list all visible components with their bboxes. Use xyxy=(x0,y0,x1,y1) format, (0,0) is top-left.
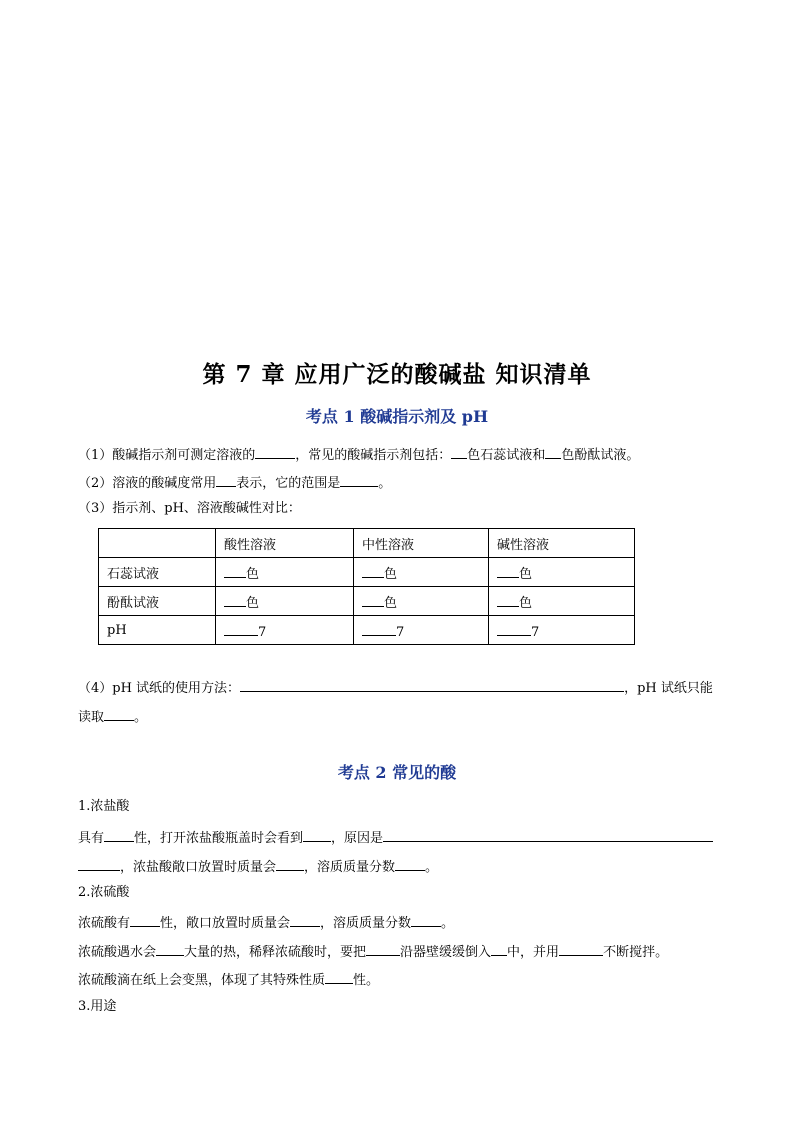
s1-paragraph-1: （1）酸碱指示剂可测定溶液的 ，常见的酸碱指示剂包括： 色石蕊试液和 色酚酞试液。 xyxy=(78,443,639,466)
indicator-comparison-table xyxy=(98,528,635,645)
table-row xyxy=(99,587,635,616)
answer-blank[interactable] xyxy=(497,592,519,607)
answer-blank[interactable] xyxy=(491,940,507,956)
answer-blank[interactable] xyxy=(224,563,246,578)
answer-blank[interactable] xyxy=(156,940,184,956)
answer-blank[interactable] xyxy=(362,592,384,607)
answer-blank[interactable] xyxy=(411,911,441,927)
s2-subheading-2: 2.浓硫酸 xyxy=(78,885,130,900)
row-label: 酚酞试液 xyxy=(99,587,216,616)
answer-blank[interactable] xyxy=(303,826,331,842)
table-cell: 7 xyxy=(216,616,354,645)
page-title: 第 7 章 应用广泛的酸碱盐 知识清单 xyxy=(202,361,592,388)
s1-paragraph-3: （3）指示剂、pH、溶液酸碱性对比： xyxy=(78,501,301,516)
answer-blank[interactable] xyxy=(497,563,519,578)
s2-line-5: 浓硫酸滴在纸上会变黑，体现了其特殊性质 性。 xyxy=(78,968,379,991)
s2-subheading-3: 3.用途 xyxy=(78,999,117,1014)
table-header-cell: 中性溶液 xyxy=(354,529,489,558)
answer-blank[interactable] xyxy=(224,592,246,607)
answer-blank[interactable] xyxy=(559,940,603,956)
answer-blank[interactable] xyxy=(216,471,236,487)
answer-blank[interactable] xyxy=(130,911,160,927)
s2-subheading-1: 1.浓盐酸 xyxy=(78,799,130,814)
answer-blank[interactable] xyxy=(240,676,624,692)
answer-blank[interactable] xyxy=(451,443,467,459)
table-header-cell: 碱性溶液 xyxy=(489,529,635,558)
table-cell: 色 xyxy=(354,587,489,616)
table-cell: 色 xyxy=(216,587,354,616)
answer-blank[interactable] xyxy=(78,855,120,871)
table-cell: 色 xyxy=(216,558,354,587)
s2-line-1: 具有 性，打开浓盐酸瓶盖时会看到 ，原因是 xyxy=(78,826,713,849)
row-label: 石蕊试液 xyxy=(99,558,216,587)
answer-blank[interactable] xyxy=(255,443,295,459)
table-cell: 色 xyxy=(354,558,489,587)
table-header-row xyxy=(99,529,635,558)
answer-blank[interactable] xyxy=(325,968,353,984)
table-row xyxy=(99,616,635,645)
answer-blank[interactable] xyxy=(104,705,134,721)
answer-blank[interactable] xyxy=(362,621,396,636)
s1-paragraph-4-cont: 读取 。 xyxy=(78,705,147,728)
table-header-cell xyxy=(99,529,216,558)
table-row xyxy=(99,558,635,587)
table-header-cell: 酸性溶液 xyxy=(216,529,354,558)
row-label: pH xyxy=(99,616,216,645)
answer-blank[interactable] xyxy=(290,911,320,927)
answer-blank[interactable] xyxy=(383,826,713,842)
table-cell: 7 xyxy=(354,616,489,645)
table-cell: 7 xyxy=(489,616,635,645)
answer-blank[interactable] xyxy=(366,940,400,956)
answer-blank[interactable] xyxy=(497,621,531,636)
section2-heading: 考点 2 常见的酸 xyxy=(337,763,457,782)
answer-blank[interactable] xyxy=(340,471,378,487)
table-cell: 色 xyxy=(489,558,635,587)
answer-blank[interactable] xyxy=(545,443,561,459)
answer-blank[interactable] xyxy=(276,855,304,871)
s1-paragraph-2: （2）溶液的酸碱度常用 表示，它的范围是 。 xyxy=(78,471,391,494)
answer-blank[interactable] xyxy=(395,855,425,871)
s1-paragraph-4: （4）pH 试纸的使用方法： ，pH 试纸只能 xyxy=(78,676,713,699)
answer-blank[interactable] xyxy=(224,621,258,636)
answer-blank[interactable] xyxy=(362,563,384,578)
answer-blank[interactable] xyxy=(104,826,134,842)
section1-heading: 考点 1 酸碱指示剂及 pH xyxy=(305,407,489,426)
s2-line-4: 浓硫酸遇水会 大量的热，稀释浓硫酸时，要把 沿器壁缓缓倒入 中，并用 不断搅拌。 xyxy=(78,940,668,963)
s2-line-2: ，浓盐酸敞口放置时质量会 ，溶质质量分数 。 xyxy=(78,855,438,878)
table-cell: 色 xyxy=(489,587,635,616)
s2-line-3: 浓硫酸有 性，敞口放置时质量会 ，溶质质量分数 。 xyxy=(78,911,454,934)
